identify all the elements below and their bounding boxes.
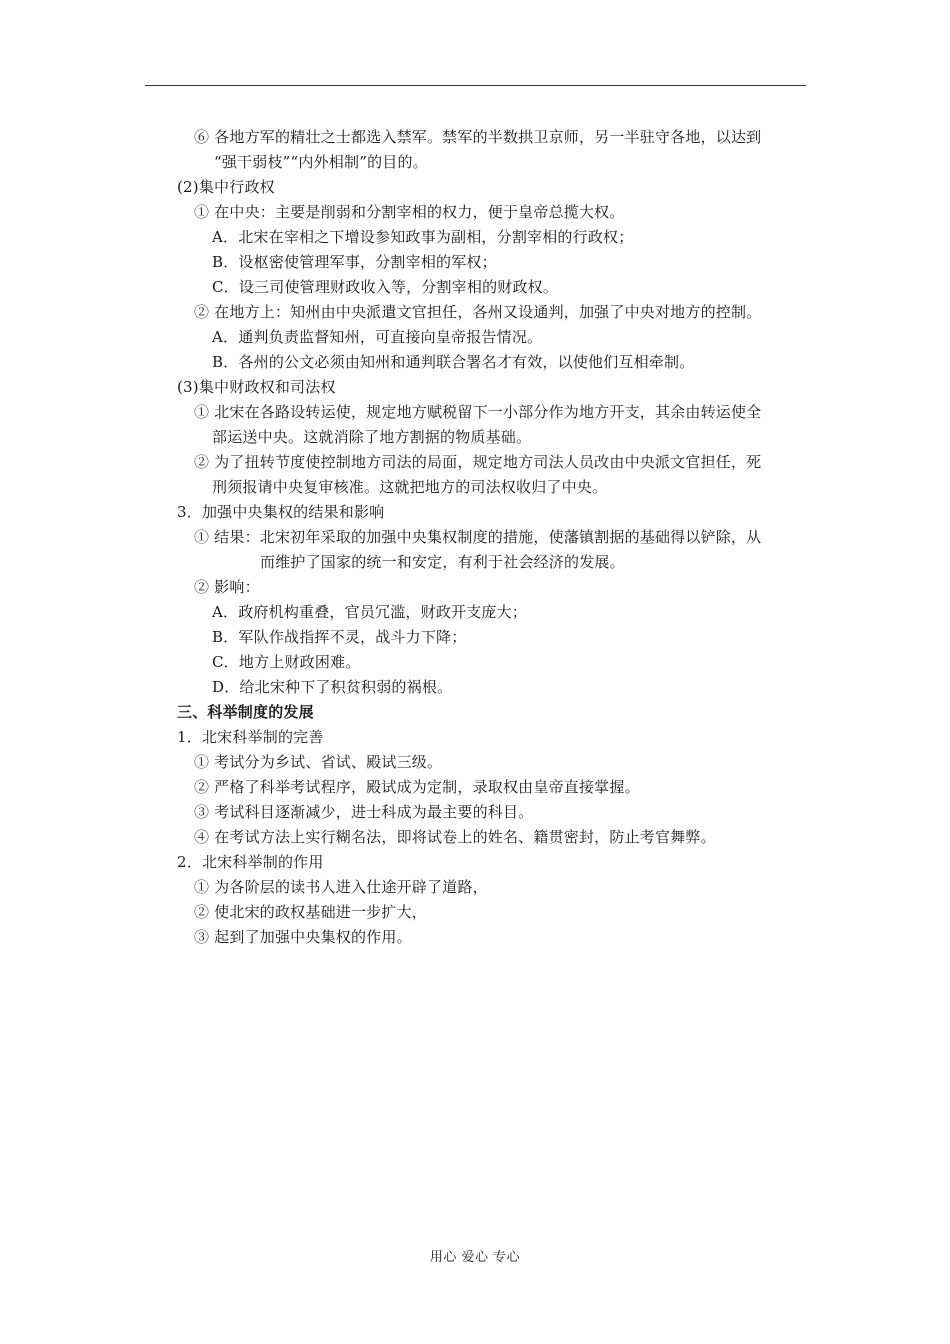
chapter-heading: 三、科举制度的发展: [177, 703, 314, 721]
text-line: 刑须报请中央复审核准。这就把地方的司法权收归了中央。: [212, 478, 608, 496]
text-line: ① 考试分为乡试、省试、殿试三级。: [194, 753, 443, 771]
list-item: A．北宋在宰相之下增设参知政事为副相，分割宰相的行政权；: [212, 228, 634, 246]
text-line: 而维护了国家的统一和安定，有利于社会经济的发展。: [260, 553, 625, 571]
section-heading: (3)集中财政权和司法权: [177, 378, 336, 396]
text-line: “强干弱枝”“内外相制”的目的。: [214, 153, 428, 171]
text-line: ① 结果：北宋初年采取的加强中央集权制度的措施，使藩镇割据的基础得以铲除，从: [194, 528, 762, 546]
header-rule: [145, 85, 806, 86]
text-line: ① 为各阶层的读书人进入仕途开辟了道路，: [194, 878, 488, 896]
list-item: B．设枢密使管理军事，分割宰相的军权；: [212, 253, 497, 271]
list-item: B．各州的公文必须由知州和通判联合署名才有效，以使他们互相牵制。: [212, 353, 695, 371]
text-line: ① 北宋在各路设转运使，规定地方赋税留下一小部分作为地方开支，其余由转运使全: [194, 403, 762, 421]
page-footer: 用心 爱心 专心: [429, 1250, 521, 1265]
list-item: C．地方上财政困难。: [212, 653, 361, 671]
text-line: ③ 考试科目逐渐减少，进士科成为最主要的科目。: [194, 803, 534, 821]
list-item: C．设三司使管理财政收入等，分割宰相的财政权。: [212, 278, 559, 296]
text-line: 部运送中央。这就消除了地方割据的物质基础。: [212, 428, 532, 446]
list-item: A．政府机构重叠，官员冗滥，财政开支庞大；: [212, 603, 528, 621]
text-line: ③ 起到了加强中央集权的作用。: [194, 928, 412, 946]
list-item: A．通判负责监督知州，可直接向皇帝报告情况。: [212, 328, 543, 346]
text-line: ④ 在考试方法上实行糊名法，即将试卷上的姓名、籍贯密封，防止考官舞弊。: [194, 828, 716, 846]
text-line: ① 在中央：主要是削弱和分割宰相的权力，便于皇帝总揽大权。: [194, 203, 625, 221]
section-heading: 1．北宋科举制的完善: [177, 728, 324, 746]
text-line: ② 为了扭转节度使控制地方司法的局面，规定地方司法人员改由中央派文官担任，死: [194, 453, 762, 471]
text-line: ② 影响：: [194, 578, 260, 596]
text-line: ② 使北宋的政权基础进一步扩大，: [194, 903, 427, 921]
list-item: D．给北宋种下了积贫积弱的祸根。: [212, 678, 453, 696]
text-line: ⑥ 各地方军的精壮之士都选入禁军。禁军的半数拱卫京师，另一半驻守各地，以达到: [194, 128, 762, 146]
section-heading: 3．加强中央集权的结果和影响: [177, 503, 385, 521]
list-item: B．军队作战指挥不灵，战斗力下降；: [212, 628, 467, 646]
section-heading: 2．北宋科举制的作用: [177, 853, 324, 871]
section-heading: (2)集中行政权: [177, 178, 275, 196]
text-line: ② 在地方上：知州由中央派遣文官担任，各州又设通判，加强了中央对地方的控制。: [194, 303, 762, 321]
text-line: ② 严格了科举考试程序，殿试成为定制，录取权由皇帝直接掌握。: [194, 778, 640, 796]
